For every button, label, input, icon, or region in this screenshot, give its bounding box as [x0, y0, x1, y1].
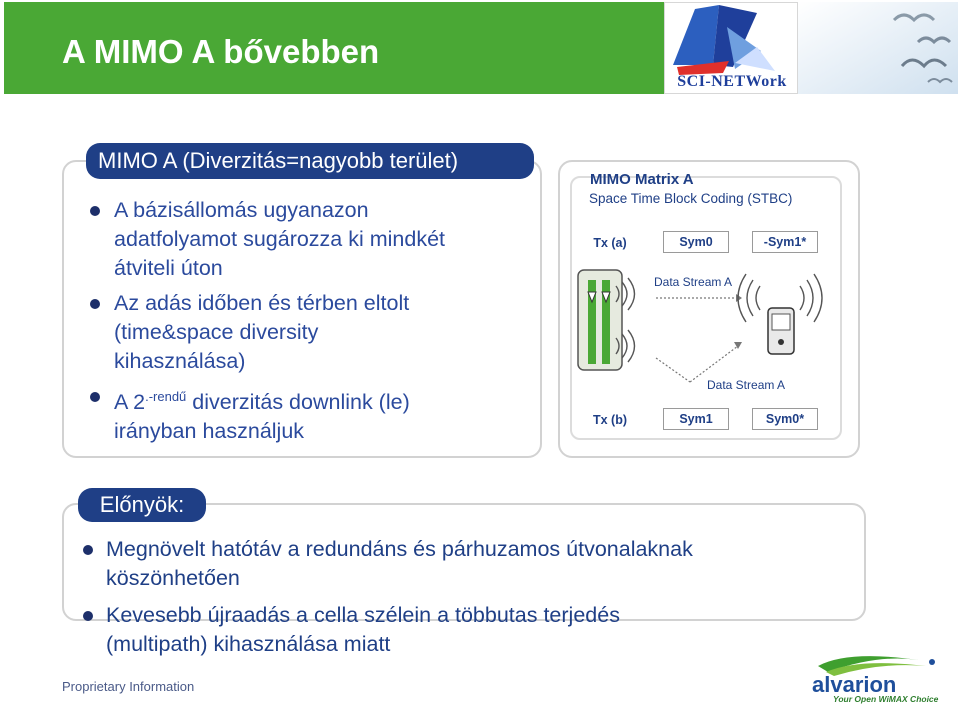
- alvarion-logo-text: alvarion: [812, 672, 897, 697]
- tx-b-label: Tx (b): [592, 413, 628, 427]
- bullet-line: [114, 382, 538, 417]
- bullet-line: (multipath) kihasználása miatt: [106, 632, 391, 656]
- bullet-item: [88, 382, 538, 446]
- mimo-subtitle: Space Time Block Coding (STBC): [589, 191, 793, 206]
- stream-paths: [656, 298, 738, 382]
- advantages-title: Előnyök:: [78, 488, 206, 522]
- bullet-item: [82, 601, 882, 659]
- bullet-item: [88, 289, 538, 376]
- bullet-line: adatfolyamot sugározza ki mindkét: [114, 227, 446, 251]
- base-station-icon: [578, 270, 622, 370]
- bullet-line: Megnövelt hatótáv a redundáns és párhuzamos útvonalaknak: [106, 537, 693, 561]
- seagulls-image: [798, 2, 958, 94]
- diversity-bullet-list: [88, 196, 538, 452]
- arrow-head-top: [736, 294, 742, 302]
- sym1-box: Sym1: [663, 408, 729, 430]
- diversity-panel-title: MIMO A (Diverzitás=nagyobb terület): [86, 143, 534, 179]
- proprietary-footer: Proprietary Information: [62, 679, 195, 694]
- bullet-line: átviteli úton: [114, 256, 223, 280]
- data-stream-top-label: Data Stream A: [654, 275, 733, 289]
- bullet-line: kihasználása): [114, 349, 246, 373]
- mimo-title: MIMO Matrix A: [590, 171, 694, 188]
- bullet-superscript: .-rendű: [145, 389, 187, 404]
- advantages-bullet-list: [82, 535, 882, 667]
- sym0-conj-box: Sym0*: [752, 408, 818, 430]
- bullet-line: A bázisállomás ugyanazon: [114, 198, 369, 222]
- bullet-text: diverzitás downlink (le): [186, 390, 410, 415]
- slide-title: A MIMO A bővebben: [62, 33, 380, 70]
- bullet-line: irányban használjuk: [114, 419, 305, 444]
- neg-sym1-box: -Sym1*: [752, 231, 818, 253]
- bullet-item: [82, 535, 882, 593]
- sci-network-logo: [664, 2, 798, 94]
- bullet-prefix: A 2: [114, 390, 146, 415]
- bullet-line: (time&space diversity: [114, 320, 319, 344]
- seagulls-graphic: [798, 2, 958, 94]
- data-stream-bottom-label: Data Stream A: [707, 378, 786, 392]
- alvarion-tagline: Your Open WiMAX Choice: [833, 694, 939, 704]
- bullet-line: Kevesebb újraadás a cella szélein a többutas terjedés: [106, 603, 620, 627]
- bullet-item: [88, 196, 538, 283]
- logo-caption: SCI-NETWork: [677, 73, 787, 90]
- pda-device-icon: [768, 308, 794, 354]
- bullet-line: köszönhetően: [106, 566, 240, 590]
- tx-a-label: Tx (a): [593, 236, 627, 250]
- mimo-diagram-graphic: [570, 262, 842, 402]
- sym0-box: Sym0: [663, 231, 729, 253]
- slide-header: [0, 0, 960, 96]
- bullet-line: Az adás időben és térben eltolt: [114, 291, 410, 315]
